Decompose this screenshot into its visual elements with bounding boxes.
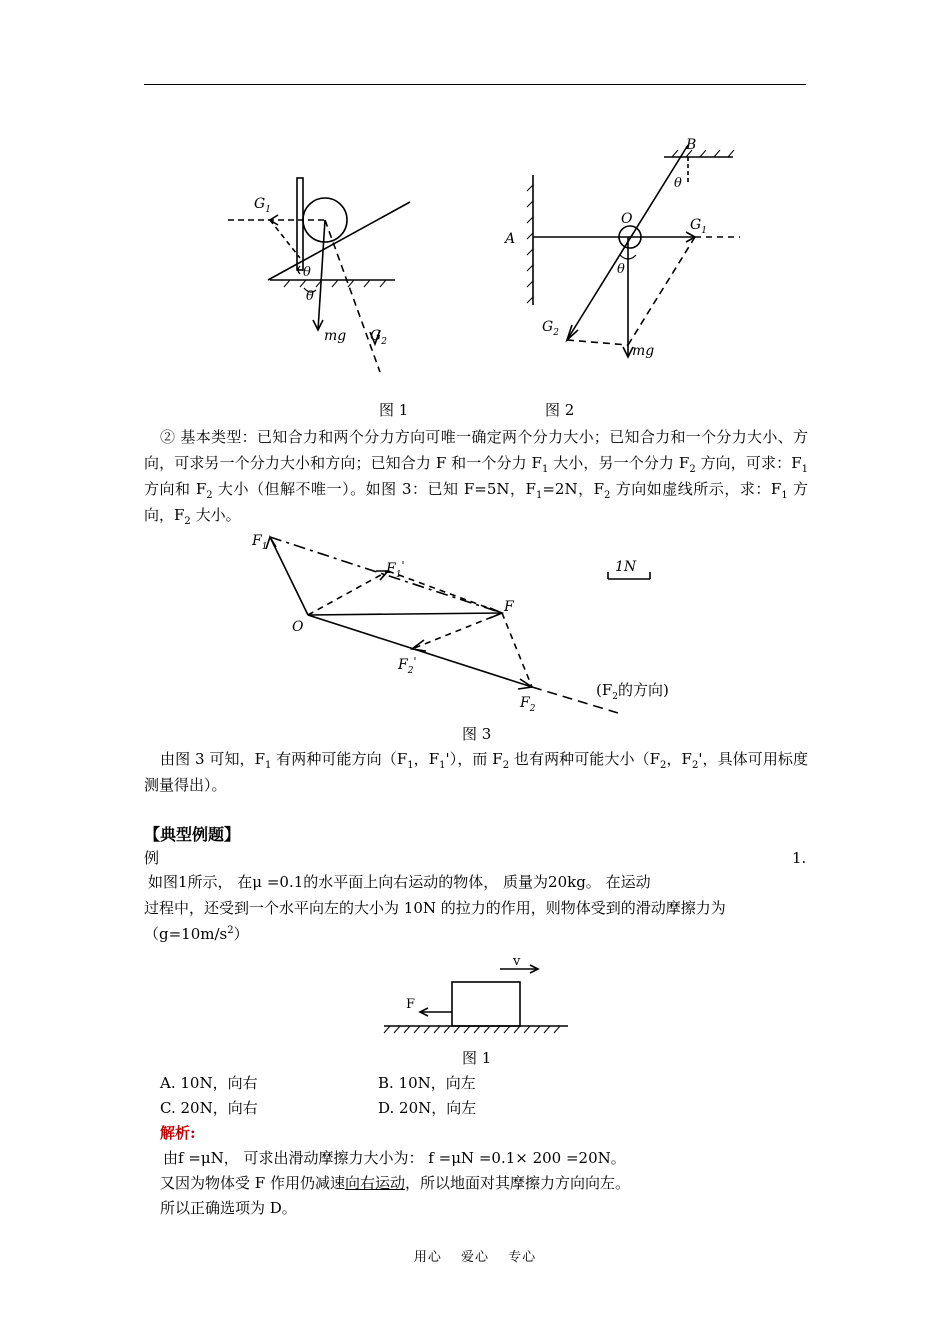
- analysis-label: 解析:: [160, 1124, 196, 1142]
- caption-fig2: 图 2: [545, 401, 575, 419]
- incline-line: [268, 202, 410, 280]
- svg-text:G2: $G_2$: [542, 319, 559, 338]
- svg-text:F1: $F_1$: [252, 533, 268, 552]
- figure-2: [500, 135, 750, 370]
- fig-ex-v: v: [513, 954, 521, 969]
- fig2-theta: θ: [617, 262, 625, 277]
- page-footer: 用心 爱心 专心: [413, 1250, 537, 1265]
- figure-3: [240, 525, 710, 720]
- example-line1: 如图1所示， 在μ =0.1的水平面上向右运动的物体， 质量为20kg。 在运动: [148, 873, 651, 891]
- section-heading: 【典型例题】: [144, 825, 241, 844]
- example-number: 1.: [792, 849, 807, 867]
- option-c[interactable]: C. 20N，向右: [160, 1099, 258, 1117]
- fig3-scale: 1N: [615, 559, 637, 575]
- fig1-mg: mg: [324, 328, 347, 344]
- figure-example-1: [382, 950, 572, 1045]
- fig2-o: O: [621, 211, 633, 227]
- option-b[interactable]: B. 10N，向左: [378, 1074, 476, 1092]
- paragraph-fig3-result: 由图 3 可知，$F_1$ 有两种可能方向（$F_1$，$F_1'$），而 $F_2$ 也有两种可能大小（$F_2$，$F_2'$，具体可用标度测量得出）。: [144, 750, 808, 794]
- caption-example-fig: 图 1: [462, 1049, 492, 1067]
- analysis-line2: 又因为物体受 F 作用仍减速向右运动，所以地面对其摩擦力方向向左。: [160, 1174, 630, 1192]
- header-rule: [144, 84, 806, 85]
- fig2-mg: mg: [632, 343, 655, 359]
- fig-ex-f: F: [406, 997, 416, 1012]
- caption-fig3: 图 3: [462, 725, 492, 743]
- fig2-g2: G: [542, 319, 554, 335]
- option-d[interactable]: D. 20N，向左: [378, 1099, 477, 1117]
- svg-text:G1: $G_1$: [690, 217, 707, 236]
- caption-fig1: 图 1: [379, 401, 409, 419]
- block: [452, 982, 520, 1026]
- fig1-theta: θ: [303, 265, 311, 280]
- example-line3: $(g=10m/s^2)$: [144, 925, 249, 943]
- fig2-b: B: [686, 137, 697, 153]
- fig2-g1: G: [690, 217, 702, 233]
- f-arrow: [308, 613, 502, 615]
- g2-line: [325, 220, 380, 372]
- paragraph-basic-types: ② 基本类型：已知合力和两个分力方向可唯一确定两个分力大小；已知合力和一个分力大小、方向，可求另一个分力大小和方向；已知合力 F 和一个分力 $F_1$ 大小，另一个分力 $F_2$ 方向，可求：$F_1$ 方向和 $F_2$ 大小（但解不唯一）。如图 3：已知 F=5N，$F_1=2N$，$F_2$ 方向如虚线所示，求：$F_1$ 方向，$F_2$ 大小。: [144, 428, 808, 527]
- fig3-f: F: [504, 599, 514, 615]
- fig1-g1: G: [254, 196, 266, 212]
- fig2-theta-top: θ: [674, 176, 682, 191]
- analysis-line1: 由f =μN， 可求出滑动摩擦力大小为： f =μN =0.1× 200 =20N。: [163, 1149, 626, 1167]
- svg-text:F1': $F_1'$: [386, 559, 405, 580]
- svg-text:G1: $G_1$: [254, 196, 271, 215]
- fig3-f2p: F: [398, 657, 408, 673]
- svg-text:F2': $F_2'$: [398, 655, 417, 676]
- f2-arrow: [308, 615, 532, 687]
- fig3-o: O: [292, 619, 304, 635]
- svg-text:G2: $G_2$: [370, 328, 387, 347]
- fig2-a: A: [505, 231, 516, 247]
- figure-1: [220, 160, 420, 380]
- mg-arrow: [318, 220, 325, 330]
- svg-text:(F2的方向): ($F_2$的方向): [596, 681, 669, 702]
- svg-text:F2: $F_2$: [520, 695, 536, 714]
- example-label: 例: [144, 849, 160, 867]
- fig1-theta2: θ: [306, 289, 314, 304]
- analysis-line3: 所以正确选项为 D。: [160, 1199, 297, 1217]
- f1p-dashed: [308, 571, 388, 615]
- fig3-f2-dir: (F: [596, 681, 613, 699]
- example-line2: 过程中，还受到一个水平向左的大小为 10N 的拉力的作用，则物体受到的滑动摩擦力为: [144, 899, 726, 917]
- option-a[interactable]: A. 10N，向右: [160, 1074, 258, 1092]
- fig3-f2: F: [520, 695, 530, 711]
- fig1-g2: G: [370, 328, 382, 344]
- fig3-f1: F: [252, 533, 262, 549]
- fig3-f1p: F: [386, 561, 396, 577]
- f1-arrow: [270, 537, 308, 615]
